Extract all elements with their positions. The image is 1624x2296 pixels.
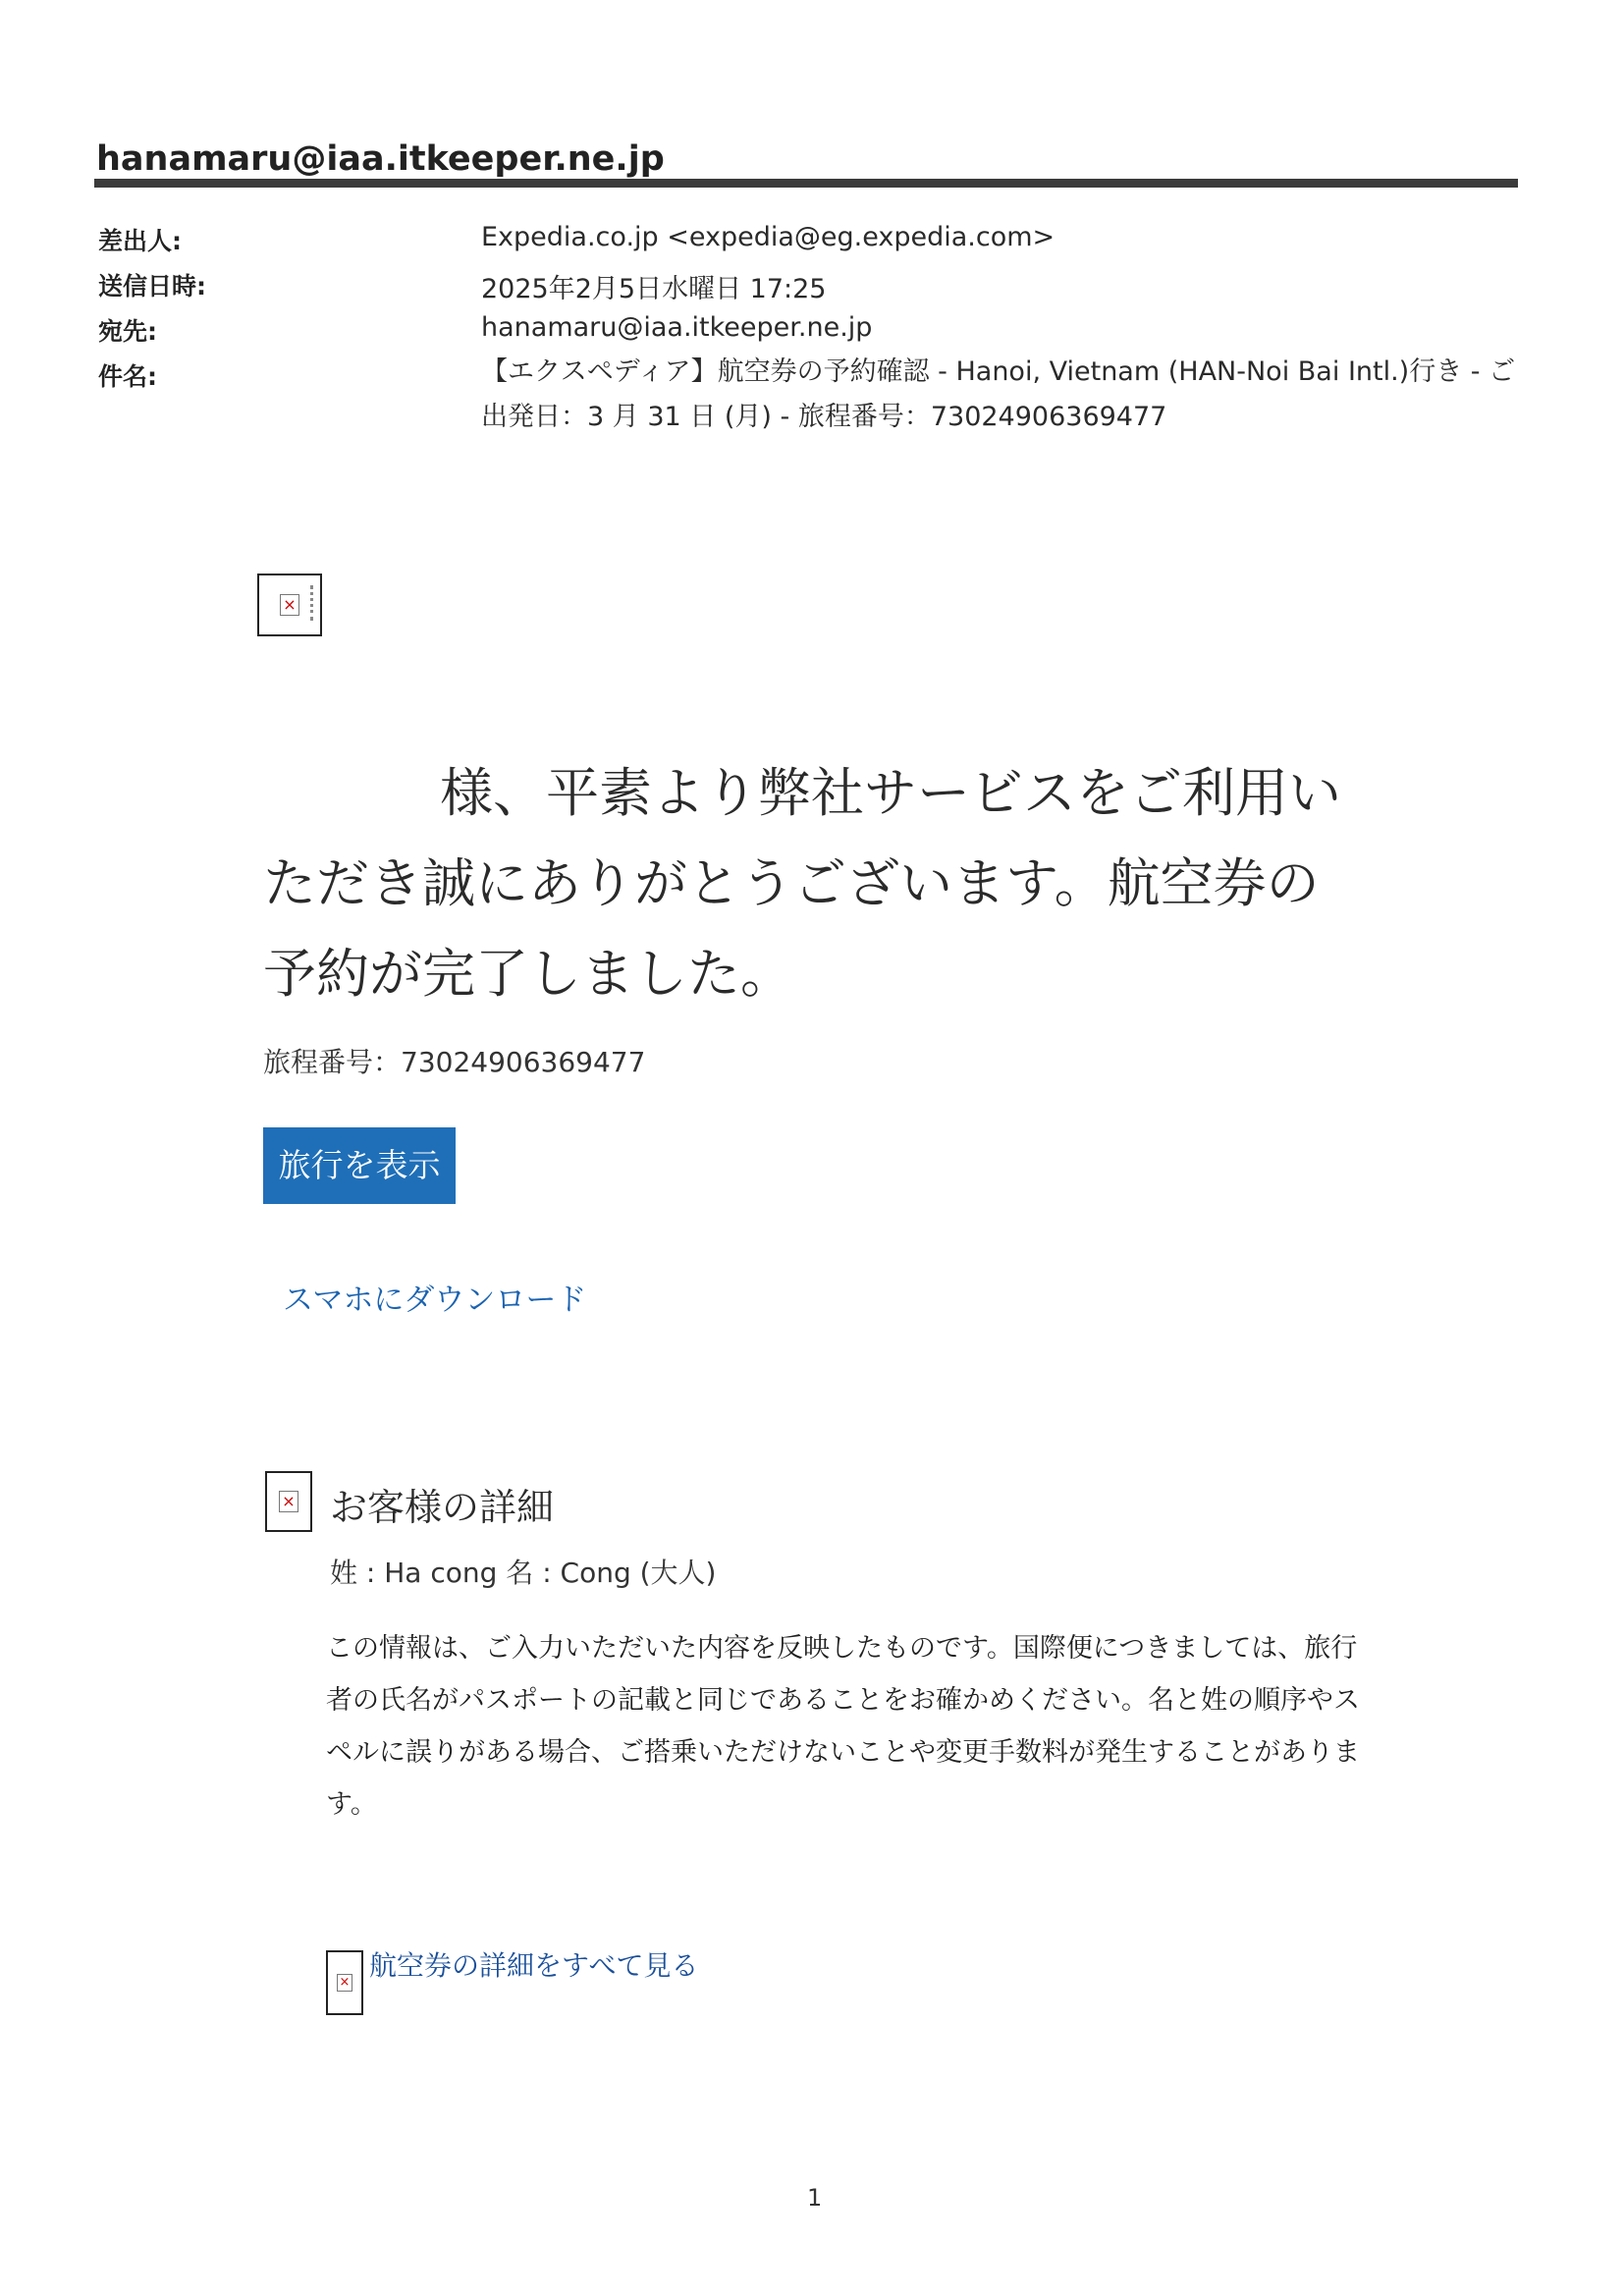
view-trip-button[interactable]: 旅行を表示 — [263, 1127, 456, 1204]
itinerary-number: 旅程番号：73024906369477 — [263, 1046, 646, 1078]
from-value: Expedia.co.jp <expedia@eg.expedia.com> — [481, 222, 1056, 252]
page-number: 1 — [807, 2184, 823, 2212]
flight-details-icon — [326, 1950, 363, 2015]
greeting-message: 様、平素より弊社サービスをご利用いただき誠にありがとうございます。航空券の予約が完了しました。 — [263, 762, 1341, 1005]
customer-name: 姓 : Ha cong 名 : Cong (大人) — [330, 1557, 717, 1589]
broken-image-x-icon: × — [279, 1491, 298, 1512]
to-label: 宛先: — [98, 317, 157, 346]
passport-notice: この情報は、ご入力いただいた内容を反映したものです。国際便につきましては、旅行者の氏名がパスポートの記載と同じであることをお確かめください。名と姓の順序やスペルに誤りがある場合、ご搭乗いただけないことや変更手数料が発生することがあります。 — [326, 1633, 1360, 1820]
from-label: 差出人: — [98, 227, 182, 255]
broken-image-x-icon: × — [337, 1974, 352, 1992]
sent-value: 2025年2月5日水曜日 17:25 — [481, 274, 827, 304]
broken-image-icon — [257, 574, 322, 636]
subject-label: 件名: — [98, 362, 157, 391]
greeting-text — [263, 748, 1363, 1019]
view-all-flight-details-link[interactable]: 航空券の詳細をすべて見る — [369, 1949, 699, 1982]
sent-label: 送信日時: — [98, 272, 206, 301]
header-divider — [94, 179, 1518, 188]
mailbox-address: hanamaru@iaa.itkeeper.ne.jp — [96, 139, 665, 179]
customer-details-title: お客様の詳細 — [330, 1486, 555, 1529]
image-alt-dots — [310, 585, 319, 621]
customer-section-icon — [265, 1471, 312, 1532]
to-value: hanamaru@iaa.itkeeper.ne.jp — [481, 312, 873, 343]
broken-image-x-icon: × — [280, 594, 299, 616]
download-to-phone-link[interactable]: スマホにダウンロード — [283, 1283, 587, 1318]
subject-value: 【エクスペディア】航空券の予約確認 - Hanoi, Vietnam (HAN-Noi Bai Intl.)行き - ご出発日：3 月 31 日 (月) - 旅程番号：73024906369477 — [481, 356, 1516, 432]
